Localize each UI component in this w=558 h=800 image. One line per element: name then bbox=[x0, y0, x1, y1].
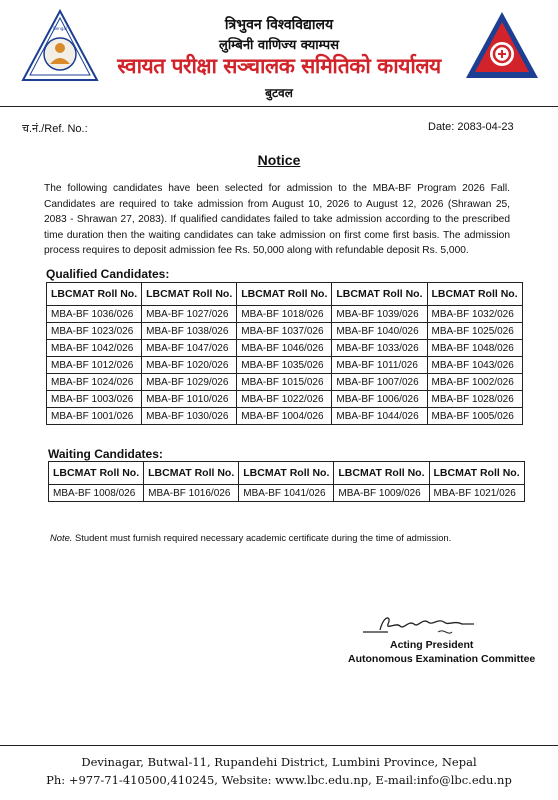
admission-note bbox=[50, 532, 451, 543]
roll-number-cell: MBA-BF 1033/026 bbox=[332, 340, 427, 357]
column-header: LBCMAT Roll No. bbox=[142, 283, 237, 306]
roll-number-cell: MBA-BF 1043/026 bbox=[427, 357, 522, 374]
qualified-header-row bbox=[47, 283, 523, 306]
note-text: Student must furnish required necessary academic certificate during the time of admission. bbox=[72, 532, 452, 543]
roll-number-cell: MBA-BF 1027/026 bbox=[142, 306, 237, 323]
campus-name: लुम्बिनी वाणिज्य क्याम्पस bbox=[219, 38, 339, 53]
roll-number-cell: MBA-BF 1021/026 bbox=[429, 485, 524, 502]
roll-number-cell: MBA-BF 1008/026 bbox=[49, 485, 144, 502]
svg-text:Bengal: Bengal bbox=[53, 26, 67, 31]
reference-number-label: च.नं./Ref. No.: bbox=[22, 123, 88, 135]
roll-number-cell: MBA-BF 1037/026 bbox=[237, 323, 332, 340]
column-header: LBCMAT Roll No. bbox=[429, 462, 524, 485]
roll-number-cell: MBA-BF 1025/026 bbox=[427, 323, 522, 340]
column-header: LBCMAT Roll No. bbox=[239, 462, 334, 485]
roll-number-cell: MBA-BF 1001/026 bbox=[47, 408, 142, 425]
qualified-candidates-table bbox=[46, 282, 523, 425]
notice-body: The following candidates have been selected for admission to the MBA-BF Program 2026 Fall. Candidates are required to take admission from August 10, 2026 to August 12, 2026 (Shrawan 25, 2083 - Shrawan 27, 2083). If qualified candidates failed to take admission according to the prescribed time duration then the waiting candidates can take admission on first come first basis. The admission process requires to deposit admission fee Rs. 50,000 along with refundable deposit Rs. 5,000. bbox=[44, 183, 510, 257]
university-emblem-icon bbox=[462, 8, 542, 88]
table-row bbox=[47, 357, 523, 374]
roll-number-cell: MBA-BF 1007/026 bbox=[332, 374, 427, 391]
roll-number-cell: MBA-BF 1044/026 bbox=[332, 408, 427, 425]
footer-divider bbox=[0, 745, 558, 746]
roll-number-cell: MBA-BF 1006/026 bbox=[332, 391, 427, 408]
roll-number-cell: MBA-BF 1018/026 bbox=[237, 306, 332, 323]
note-label: Note. bbox=[50, 532, 73, 543]
roll-number-cell: MBA-BF 1042/026 bbox=[47, 340, 142, 357]
table-row bbox=[47, 374, 523, 391]
roll-number-cell: MBA-BF 1032/026 bbox=[427, 306, 522, 323]
notice-title: Notice bbox=[257, 152, 301, 168]
roll-number-cell: MBA-BF 1038/026 bbox=[142, 323, 237, 340]
roll-number-cell: MBA-BF 1041/026 bbox=[239, 485, 334, 502]
column-header: LBCMAT Roll No. bbox=[334, 462, 429, 485]
notice-date: Date: 2083-04-23 bbox=[428, 121, 514, 133]
roll-number-cell: MBA-BF 1035/026 bbox=[237, 357, 332, 374]
table-row bbox=[47, 340, 523, 357]
table-row bbox=[47, 391, 523, 408]
column-header: LBCMAT Roll No. bbox=[427, 283, 522, 306]
roll-number-cell: MBA-BF 1039/026 bbox=[332, 306, 427, 323]
roll-number-cell: MBA-BF 1016/026 bbox=[144, 485, 239, 502]
roll-number-cell: MBA-BF 1030/026 bbox=[142, 408, 237, 425]
roll-number-cell: MBA-BF 1015/026 bbox=[237, 374, 332, 391]
roll-number-cell: MBA-BF 1046/026 bbox=[237, 340, 332, 357]
roll-number-cell: MBA-BF 1040/026 bbox=[332, 323, 427, 340]
column-header: LBCMAT Roll No. bbox=[49, 462, 144, 485]
footer-address: Devinagar, Butwal-11, Rupandehi District, Lumbini Province, Nepal bbox=[81, 755, 477, 769]
roll-number-cell: MBA-BF 1028/026 bbox=[427, 391, 522, 408]
waiting-candidates-table bbox=[48, 461, 525, 502]
office-location: बुटवल bbox=[265, 86, 293, 100]
qualified-candidates-heading: Qualified Candidates: bbox=[46, 267, 170, 281]
roll-number-cell: MBA-BF 1010/026 bbox=[142, 391, 237, 408]
signatory-organization: Autonomous Examination Committee bbox=[348, 653, 536, 665]
table-row bbox=[49, 485, 525, 502]
roll-number-cell: MBA-BF 1012/026 bbox=[47, 357, 142, 374]
column-header: LBCMAT Roll No. bbox=[332, 283, 427, 306]
roll-number-cell: MBA-BF 1024/026 bbox=[47, 374, 142, 391]
column-header: LBCMAT Roll No. bbox=[47, 283, 142, 306]
roll-number-cell: MBA-BF 1003/026 bbox=[47, 391, 142, 408]
roll-number-cell: MBA-BF 1002/026 bbox=[427, 374, 522, 391]
roll-number-cell: MBA-BF 1029/026 bbox=[142, 374, 237, 391]
office-name: स्वायत परीक्षा सञ्चालक समितिको कार्यालय bbox=[117, 54, 441, 78]
waiting-candidates-heading: Waiting Candidates: bbox=[48, 447, 163, 461]
roll-number-cell: MBA-BF 1048/026 bbox=[427, 340, 522, 357]
waiting-header-row bbox=[49, 462, 525, 485]
roll-number-cell: MBA-BF 1023/026 bbox=[47, 323, 142, 340]
header-divider bbox=[0, 106, 558, 107]
roll-number-cell: MBA-BF 1009/026 bbox=[334, 485, 429, 502]
footer-contact: Ph: +977-71-410500,410245, Website: www.lbc.edu.np, E-mail:info@lbc.edu.np bbox=[46, 773, 512, 787]
roll-number-cell: MBA-BF 1036/026 bbox=[47, 306, 142, 323]
signatory-title: Acting President bbox=[390, 639, 474, 651]
roll-number-cell: MBA-BF 1011/026 bbox=[332, 357, 427, 374]
column-header: LBCMAT Roll No. bbox=[237, 283, 332, 306]
roll-number-cell: MBA-BF 1022/026 bbox=[237, 391, 332, 408]
roll-number-cell: MBA-BF 1020/026 bbox=[142, 357, 237, 374]
handwritten-signature bbox=[358, 610, 478, 640]
roll-number-cell: MBA-BF 1005/026 bbox=[427, 408, 522, 425]
column-header: LBCMAT Roll No. bbox=[144, 462, 239, 485]
table-row bbox=[47, 306, 523, 323]
roll-number-cell: MBA-BF 1004/026 bbox=[237, 408, 332, 425]
table-row bbox=[47, 323, 523, 340]
roll-number-cell: MBA-BF 1047/026 bbox=[142, 340, 237, 357]
university-name: त्रिभुवन विश्वविद्यालय bbox=[224, 17, 334, 33]
table-row bbox=[47, 408, 523, 425]
